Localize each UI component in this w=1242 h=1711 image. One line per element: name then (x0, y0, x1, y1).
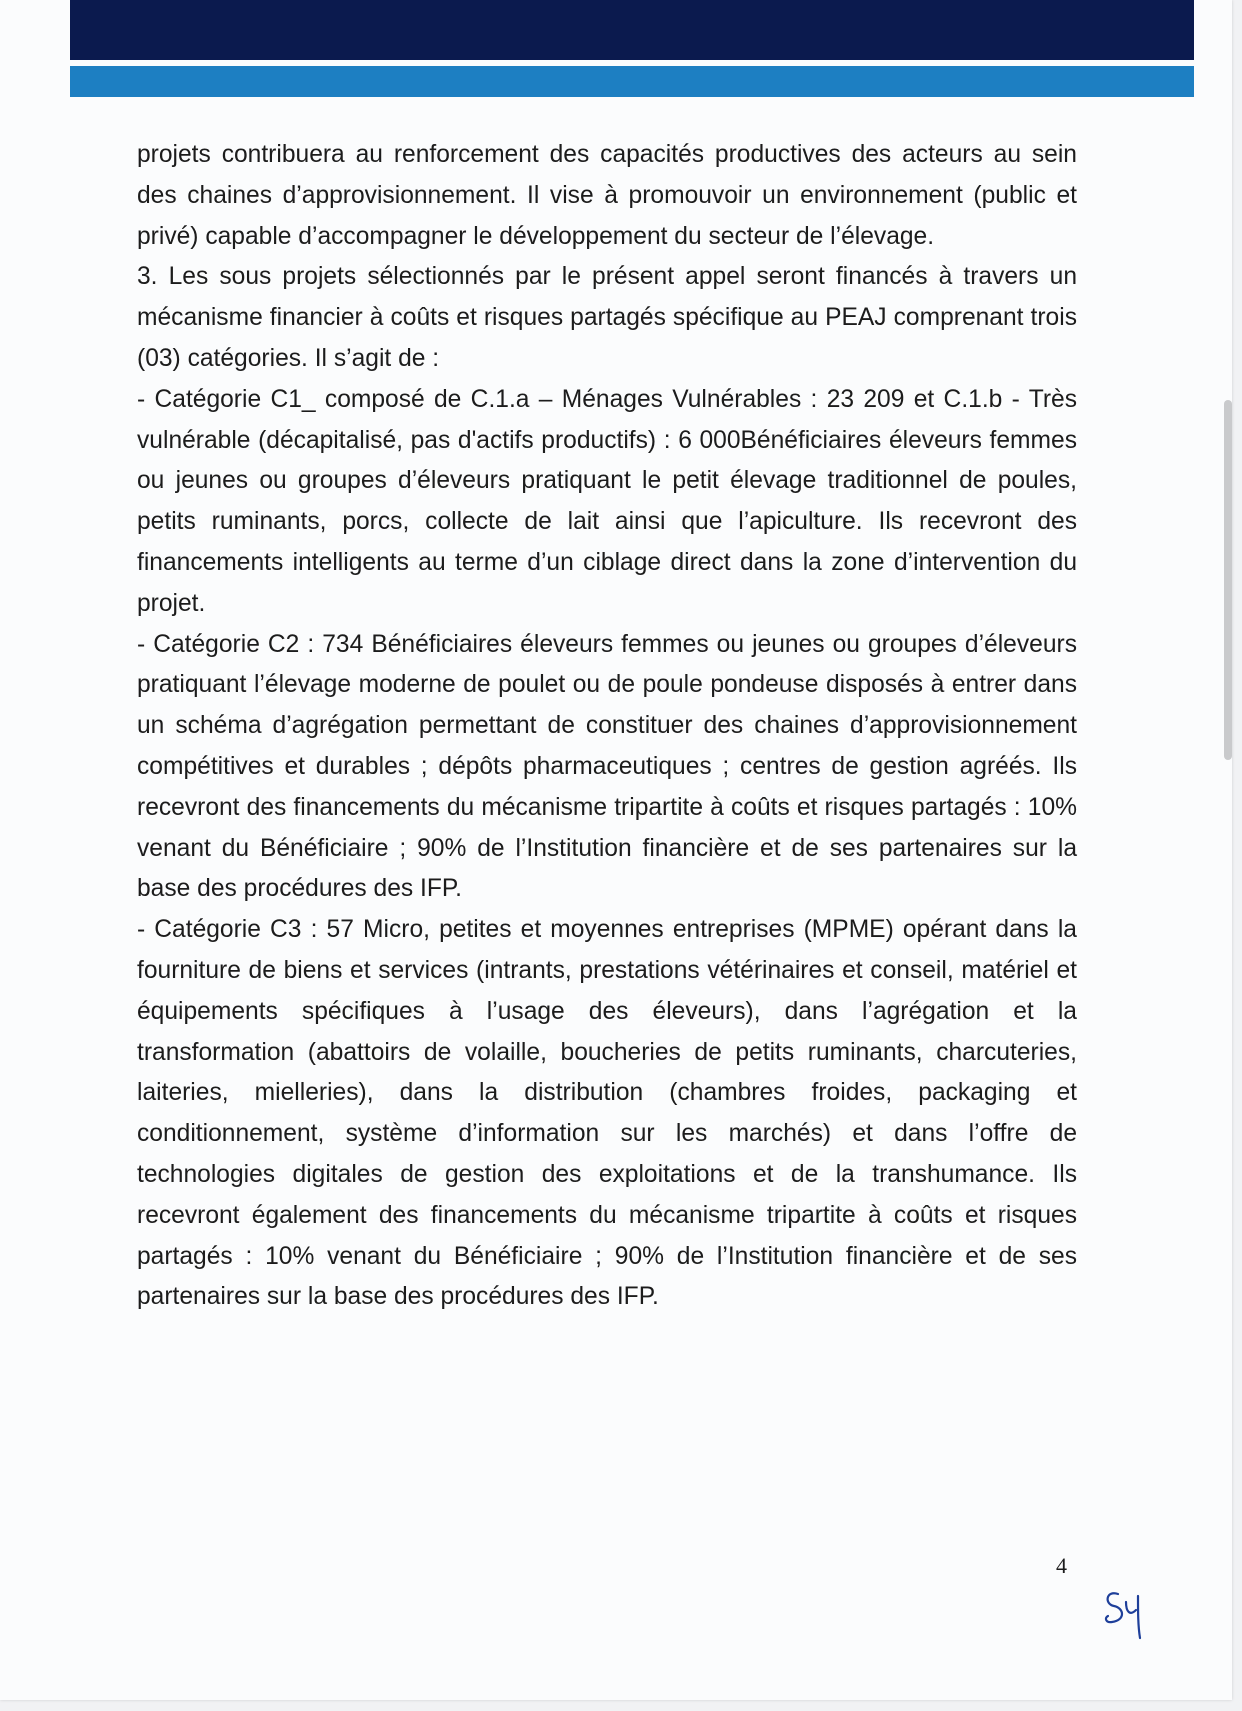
vertical-scrollbar[interactable] (1224, 400, 1232, 760)
paragraph-category-c2: - Catégorie C2 : 734 Bénéficiaires éleveurs femmes ou jeunes ou groupes d’éleveurs pratiquant l’élevage moderne de poulet ou de poule pondeuse disposés à entrer dans un schéma d’agrégation permettant de constituer des chaines d’approvisionnement compétitives et durables ; dépôts pharmaceutiques ; centres de gestion agréés. Ils recevront des financements du mécanisme tripartite à coûts et risques partagés : 10% venant du Bénéficiaire ; 90% de l’Institution financière et de ses partenaires sur la base des procédures des IFP. (137, 630, 1077, 903)
header-band-dark (70, 0, 1194, 60)
signature-initials-icon (1100, 1582, 1150, 1642)
page-number: 4 (1056, 1553, 1067, 1578)
paragraph-intro-continuation: projets contribuera au renforcement des capacités productives des acteurs au sein des chaines d’approvisionnement. Il vise à promouvoir un environnement (public et privé) capable d’accompagner le développement du secteur de l’élevage. (137, 141, 1077, 250)
paragraph-category-c3: - Catégorie C3 : 57 Micro, petites et moyennes entreprises (MPME) opérant dans la fourniture de biens et services (intrants, prestations vétérinaires et conseil, matériel et équipements spécifiques à l’usage des éleveurs), dans l’agrégation et la transformation (abattoirs de volaille, boucheries de petits ruminants, charcuteries, laiteries, mielleries), dans la distribution (chambres froides, packaging et conditionnement, système d’information sur les marchés) et dans l’offre de technologies digitales de gestion des exploitations et de la transhumance. Ils recevront également des financements du mécanisme tripartite à coûts et risques partagés : 10% venant du Bénéficiaire ; 90% de l’Institution financière et de ses partenaires sur la base des procédures des IFP. (137, 916, 1077, 1311)
paragraph-item-3: 3. Les sous projets sélectionnés par le présent appel seront financés à travers un mécanisme financier à coûts et risques partagés spécifique au PEAJ comprenant trois (03) catégories. Il s’agit de : (137, 263, 1077, 372)
header-band-light (70, 66, 1194, 97)
page-body (137, 135, 1077, 1318)
paragraph-category-c1: - Catégorie C1_ composé de C.1.a – Ménages Vulnérables : 23 209 et C.1.b - Très vulnérable (décapitalisé, pas d'actifs productifs) : 6 000Bénéficiaires éleveurs femmes ou jeunes ou groupes d’éleveurs pratiquant le petit élevage traditionnel de poules, petits ruminants, porcs, collecte de lait ainsi que l’apiculture. Ils recevront des financements intelligents au terme d’un ciblage direct dans la zone d’intervention du projet. (137, 385, 1077, 617)
